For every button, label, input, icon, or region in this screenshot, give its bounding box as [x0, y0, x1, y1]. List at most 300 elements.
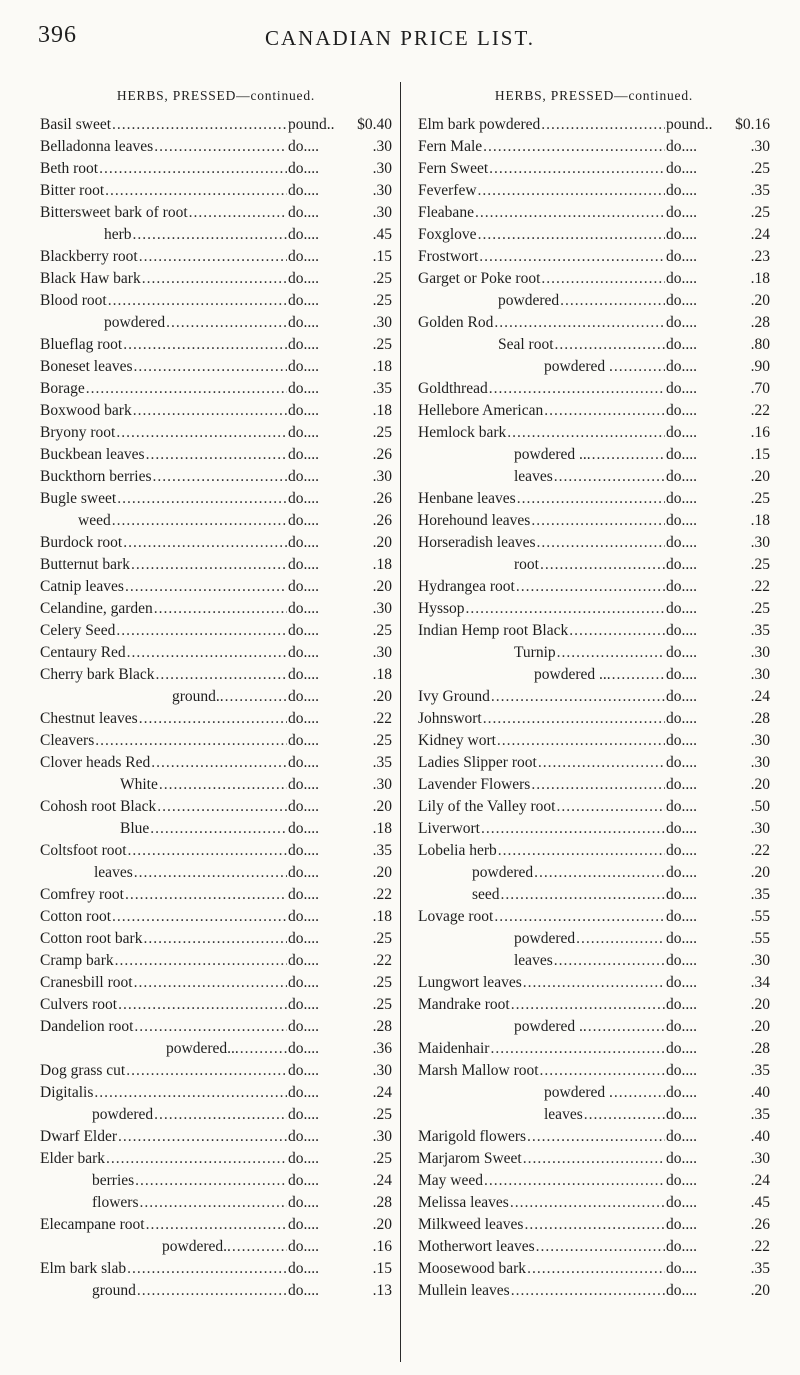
leader-dots — [481, 818, 665, 840]
item-price: .20 — [372, 534, 392, 551]
leader-dots — [523, 1148, 665, 1170]
item-price: .28 — [372, 1018, 392, 1035]
item-unit: do.... — [666, 138, 697, 155]
right-column-heading: HERBS, PRESSED—continued. — [494, 88, 694, 103]
item-name: powdered ... — [534, 666, 611, 683]
list-item — [40, 1082, 392, 1104]
item-price: .22 — [372, 710, 392, 727]
item-name: Borage — [40, 380, 85, 397]
item-name: ground — [92, 1282, 136, 1299]
item-price: .36 — [372, 1040, 392, 1057]
item-name: Dandelion root — [40, 1018, 134, 1035]
list-item — [40, 466, 392, 488]
leader-dots — [557, 642, 665, 664]
item-price: .30 — [372, 1062, 392, 1079]
item-unit: do.... — [666, 996, 697, 1013]
item-name: Catnip leaves — [40, 578, 124, 595]
item-unit: do.... — [288, 600, 319, 617]
item-unit: do.... — [288, 644, 319, 661]
list-item — [40, 774, 392, 796]
item-price: .30 — [750, 952, 770, 969]
leader-dots — [152, 466, 287, 488]
list-item — [40, 1016, 392, 1038]
item-price: .30 — [750, 666, 770, 683]
item-unit: do.... — [666, 160, 697, 177]
item-name: flowers — [92, 1194, 139, 1211]
leader-dots — [139, 708, 287, 730]
leader-dots — [479, 246, 665, 268]
item-name: Elm bark powdered — [418, 116, 541, 133]
list-item — [418, 730, 770, 752]
item-name: Ivy Ground — [418, 688, 490, 705]
list-item — [40, 510, 392, 532]
list-item — [418, 620, 770, 642]
list-item — [40, 312, 392, 334]
leader-dots — [576, 928, 665, 950]
item-name: Kidney wort — [418, 732, 496, 749]
list-item — [418, 246, 770, 268]
item-name: Fern Sweet — [418, 160, 489, 177]
item-unit: do.... — [288, 1084, 319, 1101]
item-price: .35 — [750, 622, 770, 639]
item-name: Goldthread — [418, 380, 488, 397]
list-item — [40, 400, 392, 422]
item-unit: pound.. — [666, 116, 713, 133]
list-item — [40, 840, 392, 862]
item-name: Feverfew — [418, 182, 477, 199]
item-price: .22 — [750, 1238, 770, 1255]
item-unit: do.... — [288, 886, 319, 903]
item-name: Bugle sweet — [40, 490, 117, 507]
item-price: .22 — [372, 886, 392, 903]
right-column — [418, 88, 770, 1302]
item-price: .16 — [750, 424, 770, 441]
item-price: .22 — [750, 842, 770, 859]
list-item — [418, 818, 770, 840]
item-name: Bryony root — [40, 424, 116, 441]
item-unit: do.... — [288, 996, 319, 1013]
item-price: .30 — [372, 600, 392, 617]
item-unit: do.... — [666, 622, 697, 639]
item-name: powdered — [514, 930, 576, 947]
list-item — [40, 928, 392, 950]
list-item — [40, 1126, 392, 1148]
list-item — [40, 202, 392, 224]
list-item — [418, 796, 770, 818]
list-item — [40, 1192, 392, 1214]
item-unit: do.... — [666, 248, 697, 265]
item-price: .25 — [372, 270, 392, 287]
item-name: Bittersweet bark of root — [40, 204, 188, 221]
leader-dots — [541, 114, 665, 136]
leader-dots — [134, 356, 287, 378]
item-unit: do.... — [288, 776, 319, 793]
item-price: .16 — [372, 1238, 392, 1255]
item-unit: do.... — [666, 908, 697, 925]
item-price: $0.16 — [735, 116, 770, 133]
item-name: Butternut bark — [40, 556, 130, 573]
item-price: .30 — [750, 1150, 770, 1167]
item-unit: do.... — [288, 248, 319, 265]
list-item — [418, 268, 770, 290]
item-name: Elm bark slab — [40, 1260, 127, 1277]
item-name: White — [120, 776, 158, 793]
item-name: Cotton root bark — [40, 930, 143, 947]
leader-dots — [555, 334, 665, 356]
item-name: Maidenhair — [418, 1040, 490, 1057]
item-price: .25 — [750, 556, 770, 573]
item-unit: do.... — [288, 578, 319, 595]
item-unit: do.... — [288, 336, 319, 353]
list-item — [40, 334, 392, 356]
list-item — [418, 1126, 770, 1148]
item-name: leaves — [544, 1106, 583, 1123]
item-price: .35 — [372, 754, 392, 771]
list-item — [418, 642, 770, 664]
list-item — [40, 1258, 392, 1280]
item-price: .40 — [750, 1128, 770, 1145]
item-name: powdered.. — [162, 1238, 231, 1255]
list-item — [40, 532, 392, 554]
item-price: .20 — [750, 776, 770, 793]
item-name: Garget or Poke root — [418, 270, 541, 287]
item-unit: do.... — [288, 710, 319, 727]
list-item — [40, 1060, 392, 1082]
item-unit: do.... — [288, 1106, 319, 1123]
item-price: .30 — [372, 160, 392, 177]
item-unit: do.... — [288, 666, 319, 683]
item-unit: do.... — [288, 1150, 319, 1167]
list-item — [418, 1148, 770, 1170]
leader-dots — [125, 884, 287, 906]
item-price: .20 — [750, 468, 770, 485]
list-item — [40, 576, 392, 598]
leader-dots — [478, 224, 665, 246]
item-price: .13 — [372, 1282, 392, 1299]
item-price: .24 — [372, 1172, 392, 1189]
item-name: Lily of the Valley root — [418, 798, 556, 815]
item-name: Turnip — [514, 644, 556, 661]
list-item — [40, 884, 392, 906]
item-unit: do.... — [666, 358, 697, 375]
list-item — [40, 796, 392, 818]
item-name: Horehound leaves — [418, 512, 531, 529]
list-item — [418, 422, 770, 444]
leader-dots — [108, 290, 287, 312]
leader-dots — [128, 840, 287, 862]
item-unit: do.... — [666, 490, 697, 507]
leader-dots — [498, 840, 665, 862]
list-item — [418, 598, 770, 620]
item-name: Golden Rod — [418, 314, 494, 331]
list-item — [418, 290, 770, 312]
item-name: Milkweed leaves — [418, 1216, 524, 1233]
item-unit: do.... — [288, 534, 319, 551]
item-price: .45 — [750, 1194, 770, 1211]
item-unit: do.... — [288, 842, 319, 859]
leader-dots — [157, 796, 287, 818]
item-unit: do.... — [288, 292, 319, 309]
list-item — [40, 708, 392, 730]
page-number: 396 — [38, 22, 77, 48]
item-price: .30 — [372, 1128, 392, 1145]
item-unit: do.... — [666, 930, 697, 947]
item-unit: do.... — [288, 270, 319, 287]
item-price: .30 — [372, 468, 392, 485]
item-unit: do.... — [288, 820, 319, 837]
list-item — [418, 1104, 770, 1126]
item-price: .25 — [372, 974, 392, 991]
list-item — [40, 1214, 392, 1236]
leader-dots — [534, 862, 665, 884]
item-unit: do.... — [666, 732, 697, 749]
leader-dots — [489, 378, 665, 400]
list-item — [418, 1214, 770, 1236]
item-unit: do.... — [666, 710, 697, 727]
leader-dots — [501, 884, 665, 906]
item-price: .26 — [372, 490, 392, 507]
item-name: Foxglove — [418, 226, 477, 243]
list-item — [418, 994, 770, 1016]
item-name: Ladies Slipper root — [418, 754, 537, 771]
list-item — [418, 532, 770, 554]
leader-dots — [614, 1082, 665, 1104]
list-item — [418, 1236, 770, 1258]
item-price: .26 — [750, 1216, 770, 1233]
item-unit: do.... — [666, 424, 697, 441]
item-name: Culvers root — [40, 996, 118, 1013]
leader-dots — [117, 488, 287, 510]
list-item — [40, 1170, 392, 1192]
item-name: Blackberry root — [40, 248, 138, 265]
item-price: .34 — [750, 974, 770, 991]
item-unit: do.... — [288, 402, 319, 419]
leader-dots — [537, 532, 666, 554]
item-name: Hellebore American — [418, 402, 544, 419]
leader-dots — [507, 422, 665, 444]
item-unit: do.... — [288, 952, 319, 969]
leader-dots — [556, 796, 665, 818]
item-name: Comfrey root — [40, 886, 124, 903]
item-price: .20 — [372, 578, 392, 595]
leader-dots — [541, 268, 665, 290]
right-price-list — [418, 114, 770, 1302]
leader-dots — [189, 202, 287, 224]
item-unit: do.... — [288, 468, 319, 485]
list-item — [40, 642, 392, 664]
list-item — [40, 356, 392, 378]
item-name: Elder bark — [40, 1150, 105, 1167]
leader-dots — [123, 532, 287, 554]
leader-dots — [483, 708, 665, 730]
list-item — [40, 158, 392, 180]
leader-dots — [484, 1170, 665, 1192]
item-price: .18 — [372, 820, 392, 837]
item-price: .23 — [750, 248, 770, 265]
item-unit: do.... — [288, 512, 319, 529]
item-price: .20 — [372, 1216, 392, 1233]
item-unit: do.... — [666, 776, 697, 793]
leader-dots — [544, 400, 665, 422]
item-price: .22 — [372, 952, 392, 969]
leader-dots — [540, 554, 665, 576]
item-unit: do.... — [288, 1018, 319, 1035]
item-price: .30 — [372, 182, 392, 199]
item-unit: do.... — [666, 534, 697, 551]
leader-dots — [159, 774, 287, 796]
item-price: .30 — [750, 820, 770, 837]
item-name: leaves — [514, 952, 553, 969]
leader-dots — [612, 664, 665, 686]
item-unit: do.... — [288, 864, 319, 881]
leader-dots — [588, 1016, 665, 1038]
item-name: Cherry bark Black — [40, 666, 155, 683]
item-price: .55 — [750, 930, 770, 947]
leader-dots — [143, 928, 287, 950]
list-item — [418, 114, 770, 136]
item-name: Mullein leaves — [418, 1282, 510, 1299]
item-price: .18 — [750, 270, 770, 287]
item-name: ground.. — [172, 688, 224, 705]
item-unit: do.... — [666, 1260, 697, 1277]
item-price: .26 — [372, 446, 392, 463]
leader-dots — [125, 576, 287, 598]
item-price: .25 — [750, 160, 770, 177]
item-unit: do.... — [666, 512, 697, 529]
item-unit: do.... — [666, 1150, 697, 1167]
list-item — [418, 400, 770, 422]
column-divider — [400, 82, 401, 1362]
item-name: leaves — [94, 864, 133, 881]
leader-dots — [106, 1148, 287, 1170]
leader-dots — [166, 312, 287, 334]
leader-dots — [112, 114, 287, 136]
leader-dots — [142, 268, 287, 290]
item-unit: do.... — [288, 358, 319, 375]
item-unit: do.... — [666, 886, 697, 903]
leader-dots — [118, 1126, 287, 1148]
leader-dots — [584, 1104, 665, 1126]
list-item — [40, 752, 392, 774]
list-item — [40, 224, 392, 246]
item-name: powdered ... — [514, 446, 591, 463]
leader-dots — [491, 686, 665, 708]
item-unit: do.... — [666, 468, 697, 485]
item-price: .24 — [750, 688, 770, 705]
list-item — [40, 1148, 392, 1170]
item-price: .20 — [750, 1018, 770, 1035]
item-name: Frostwort — [418, 248, 479, 265]
leader-dots — [154, 136, 287, 158]
item-price: .55 — [750, 908, 770, 925]
item-price: .18 — [372, 908, 392, 925]
item-price: .26 — [372, 512, 392, 529]
item-unit: do.... — [666, 644, 697, 661]
leader-dots — [134, 972, 287, 994]
item-price: .20 — [750, 1282, 770, 1299]
item-price: .20 — [750, 996, 770, 1013]
item-unit: do.... — [666, 688, 697, 705]
item-name: Dwarf Elder — [40, 1128, 118, 1145]
item-price: .30 — [750, 138, 770, 155]
leader-dots — [115, 950, 287, 972]
item-unit: do.... — [666, 1040, 697, 1057]
leader-dots — [511, 994, 665, 1016]
item-unit: do.... — [666, 182, 697, 199]
item-unit: do.... — [666, 952, 697, 969]
list-item — [418, 1016, 770, 1038]
item-unit: do.... — [666, 1084, 697, 1101]
item-unit: do.... — [288, 754, 319, 771]
leader-dots — [592, 444, 665, 466]
list-item — [40, 598, 392, 620]
leader-dots — [466, 598, 665, 620]
list-item — [418, 576, 770, 598]
list-item — [418, 554, 770, 576]
item-name: May weed — [418, 1172, 483, 1189]
list-item — [418, 752, 770, 774]
leader-dots — [523, 972, 665, 994]
item-name: Celery Seed — [40, 622, 116, 639]
leader-dots — [116, 422, 287, 444]
leader-dots — [134, 862, 287, 884]
leader-dots — [86, 378, 287, 400]
item-unit: do.... — [288, 226, 319, 243]
item-price: .25 — [372, 996, 392, 1013]
item-name: Digitalis — [40, 1084, 94, 1101]
left-column-heading: HERBS, PRESSED—continued. — [116, 88, 316, 103]
item-name: herb — [104, 226, 132, 243]
list-item — [40, 972, 392, 994]
item-price: .28 — [750, 314, 770, 331]
item-name: Beth root — [40, 160, 99, 177]
item-unit: do.... — [288, 1260, 319, 1277]
item-unit: do.... — [666, 314, 697, 331]
list-item — [418, 466, 770, 488]
item-unit: do.... — [288, 490, 319, 507]
list-item — [40, 664, 392, 686]
item-unit: do.... — [288, 974, 319, 991]
item-name: root — [514, 556, 539, 573]
item-name: Basil sweet — [40, 116, 112, 133]
item-price: .30 — [372, 204, 392, 221]
leader-dots — [516, 576, 665, 598]
item-price: .35 — [750, 1106, 770, 1123]
list-item — [40, 620, 392, 642]
item-unit: do.... — [288, 204, 319, 221]
list-item — [418, 950, 770, 972]
item-unit: do.... — [288, 160, 319, 177]
leader-dots — [531, 774, 665, 796]
leader-dots — [154, 1104, 287, 1126]
item-unit: do.... — [288, 798, 319, 815]
item-price: .25 — [372, 336, 392, 353]
list-item — [418, 708, 770, 730]
item-price: .35 — [750, 1062, 770, 1079]
list-item — [40, 994, 392, 1016]
item-unit: do.... — [288, 732, 319, 749]
item-name: leaves — [514, 468, 553, 485]
leader-dots — [139, 246, 287, 268]
item-name: Marsh Mallow root — [418, 1062, 539, 1079]
leader-dots — [524, 1214, 665, 1236]
item-unit: do.... — [666, 578, 697, 595]
item-price: .25 — [372, 1150, 392, 1167]
leader-dots — [497, 730, 665, 752]
item-price: .35 — [750, 1260, 770, 1277]
item-name: Cramp bark — [40, 952, 114, 969]
leader-dots — [118, 994, 287, 1016]
